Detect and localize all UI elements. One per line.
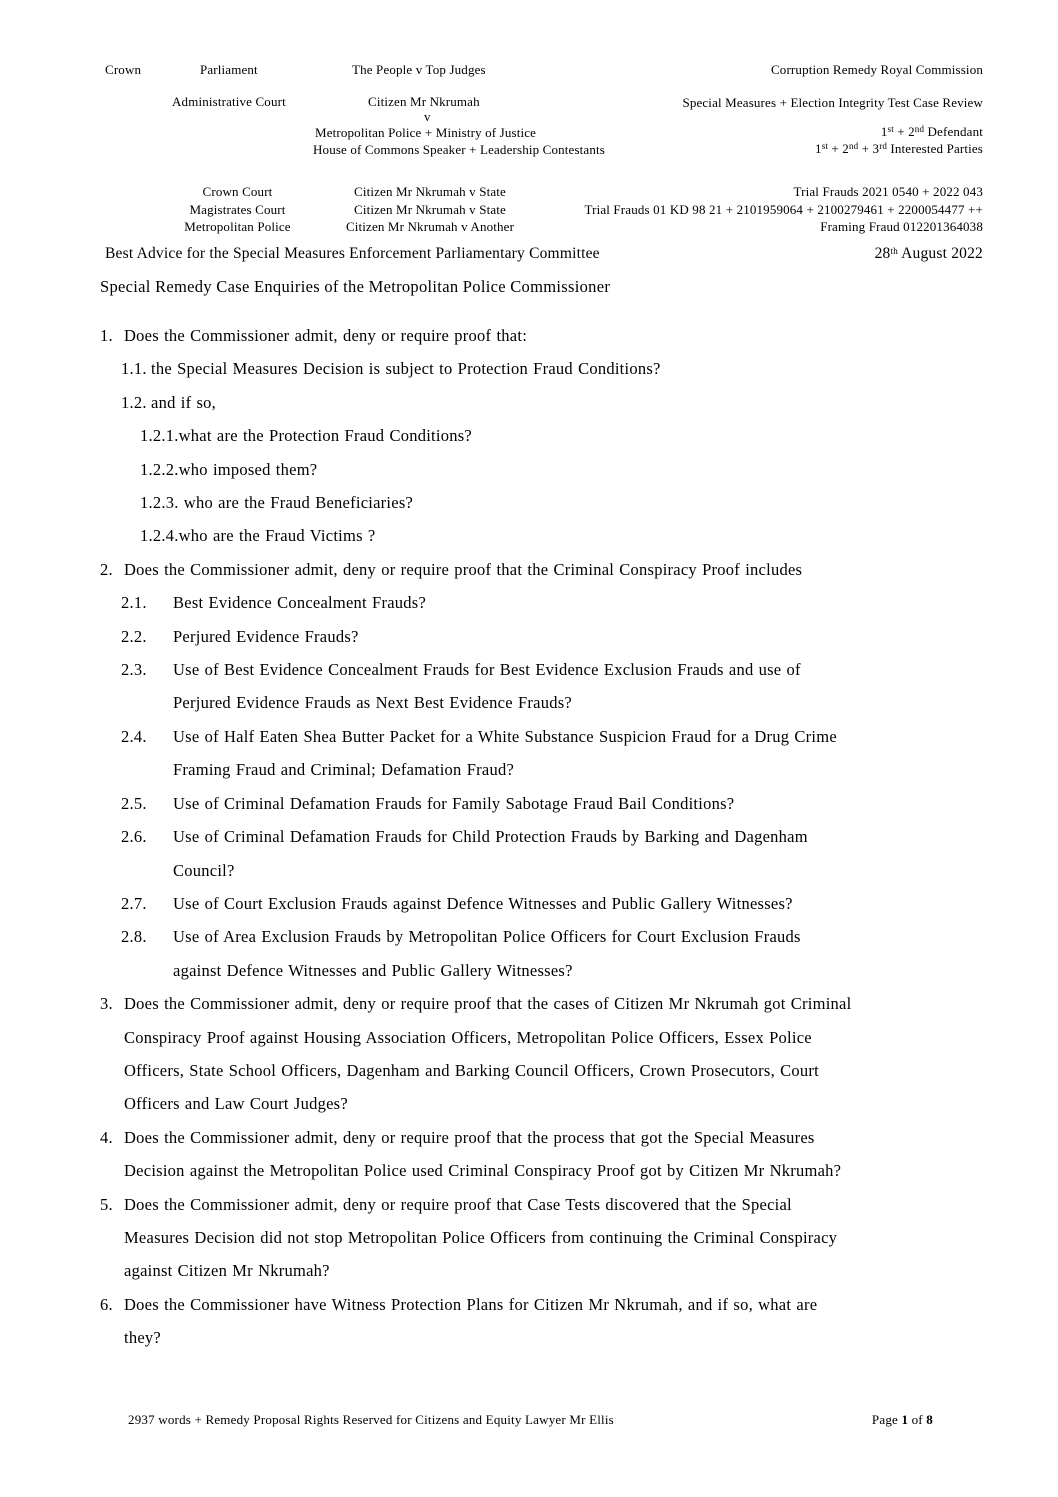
case-ref: Framing Fraud 012201364038: [820, 219, 983, 235]
lower-court: Metropolitan Police: [184, 219, 291, 235]
case-refs-column: [584, 183, 983, 236]
question-number: 6.: [100, 1294, 113, 1314]
masthead-defendant-line: [881, 124, 983, 140]
question-text: the Special Measures Decision is subject to Protection Fraud Conditions?: [151, 359, 661, 379]
question-text: Does the Commissioner admit, deny or require proof that Case Tests discovered that the Special: [124, 1194, 792, 1214]
lower-case: Citizen Mr Nkrumah v State: [354, 184, 506, 199]
question-number: 5.: [100, 1194, 113, 1214]
masthead-commission: Corruption Remedy Royal Commission: [770, 62, 983, 77]
question-number: 2.7.: [121, 893, 147, 913]
question-number: 2.8.: [121, 927, 147, 947]
question-text: what are the Protection Fraud Conditions?: [178, 426, 472, 446]
question-2-8: [100, 920, 972, 987]
question-text: who imposed them?: [178, 459, 318, 479]
question-text: Perjured Evidence Frauds as Next Best Evidence Frauds?: [173, 693, 572, 713]
subject-title: Special Remedy Case Enquiries of the Metropolitan Police Commissioner: [100, 277, 611, 296]
question-text: Does the Commissioner admit, deny or require proof that:: [124, 326, 528, 345]
question-text: they?: [124, 1328, 161, 1348]
page-current: 1: [901, 1412, 909, 1427]
ordinal-suffix: st: [887, 123, 894, 134]
question-number: 2.1.: [121, 593, 147, 613]
lower-courts-column: [175, 183, 300, 236]
question-number: 2.4.: [121, 726, 147, 746]
question-text: Decision against the Metropolitan Police used Criminal Conspiracy Proof got by Citizen Mr Nkrumah?: [124, 1161, 842, 1181]
question-text: Measures Decision did not stop Metropolitan Police Officers from continuing the Criminal Conspiracy: [124, 1227, 838, 1247]
question-number: 1.2.3.: [140, 493, 179, 513]
question-text: Use of Criminal Defamation Frauds for Family Sabotage Fraud Bail Conditions?: [173, 793, 735, 813]
question-text: and if so,: [151, 392, 217, 412]
question-number: 3.: [100, 994, 113, 1014]
masthead-review: Special Measures + Election Integrity Test Case Review: [682, 95, 983, 110]
ordinal-suffix: st: [821, 140, 829, 151]
question-text: Does the Commissioner admit, deny or require proof that the process that got the Special Measures: [124, 1127, 815, 1147]
question-text: Use of Best Evidence Concealment Frauds for Best Evidence Exclusion Frauds and use of: [173, 660, 801, 680]
footer-rights-note: 2937 words + Remedy Proposal Rights Reserved for Citizens and Equity Lawyer Mr Ellis: [128, 1412, 614, 1427]
question-text: who are the Fraud Beneficiaries?: [178, 493, 414, 513]
question-1-2-3: [100, 486, 972, 519]
lower-case: Citizen Mr Nkrumah v Another: [345, 219, 515, 235]
question-2-6: [100, 820, 972, 887]
question-4: [100, 1121, 972, 1188]
question-number: 4.: [100, 1127, 113, 1147]
question-text: Does the Commissioner have Witness Protection Plans for Citizen Mr Nkrumah, and if so, what are: [124, 1294, 818, 1314]
ordinal-suffix: nd: [914, 123, 925, 134]
question-1-2-4: [100, 519, 972, 552]
question-text: Use of Half Eaten Shea Butter Packet for a White Substance Suspicion Fraud for a Drug Crime: [173, 726, 837, 746]
question-5: [100, 1188, 972, 1288]
question-number: 2.2.: [121, 626, 147, 646]
masthead-respondent-1: Metropolitan Police + Ministry of Justice: [315, 125, 537, 140]
question-1-2-1: [100, 419, 972, 452]
page-of-label: of: [908, 1412, 927, 1427]
ordinal-suffix: nd: [848, 140, 859, 151]
interested-label: Interested Parties: [887, 141, 983, 156]
question-text: against Defence Witnesses and Public Gallery Witnesses?: [173, 960, 573, 980]
question-number: 1.: [100, 326, 113, 345]
question-2-5: [100, 787, 972, 820]
masthead-respondent-2: House of Commons Speaker + Leadership Contestants: [313, 142, 605, 157]
masthead-parliament: Parliament: [200, 62, 258, 77]
case-ref: Trial Frauds 01 KD 98 21 + 2101959064 + 2100279461 + 2200054477 ++: [584, 201, 983, 217]
interested-number: + 3: [858, 141, 880, 156]
question-2-3: [100, 653, 972, 720]
question-1-1: [100, 352, 972, 385]
question-text: Conspiracy Proof against Housing Association Officers, Metropolitan Police Officers, Essex Police: [124, 1027, 812, 1047]
page-label: Page: [871, 1412, 902, 1427]
question-2-2: [100, 620, 972, 653]
question-text: Officers and Law Court Judges?: [124, 1094, 348, 1114]
question-2-7: [100, 887, 972, 920]
question-text: Officers, State School Officers, Dagenham and Barking Council Officers, Crown Prosecutors, Court: [124, 1060, 819, 1080]
masthead-versus: v: [424, 109, 431, 124]
masthead-claimant: Citizen Mr Nkrumah: [368, 94, 480, 109]
question-number: 2.3.: [121, 660, 147, 680]
defendant-number: + 2: [893, 124, 915, 139]
defendant-label: Defendant: [924, 124, 983, 139]
question-2-4: [100, 720, 972, 787]
masthead-interested-line: [815, 141, 983, 157]
question-6: [100, 1288, 972, 1355]
interested-number: + 2: [828, 141, 849, 156]
question-number: 1.2.4.: [140, 526, 179, 546]
page-number: [872, 1412, 933, 1428]
advice-title: Best Advice for the Special Measures Enforcement Parliamentary Committee: [105, 245, 600, 262]
masthead-crown: Crown: [105, 62, 142, 77]
question-number: 2.6.: [121, 827, 147, 847]
question-text: Best Evidence Concealment Frauds?: [173, 593, 427, 613]
question-3: [100, 987, 972, 1121]
masthead-case-title: The People v Top Judges: [352, 62, 486, 77]
question-text: Use of Court Exclusion Frauds against Defence Witnesses and Public Gallery Witnesses?: [173, 893, 793, 913]
lower-court: Magistrates Court: [189, 201, 286, 217]
question-number: 1.2.2.: [140, 459, 179, 479]
question-list: [100, 319, 972, 1355]
date-rest: August 2022: [897, 245, 983, 262]
document-date: [875, 245, 983, 263]
question-2: [100, 553, 972, 586]
masthead-court: Administrative Court: [172, 94, 286, 109]
question-2-1: [100, 586, 972, 619]
question-text: against Citizen Mr Nkrumah?: [124, 1261, 330, 1281]
question-1-2: [100, 386, 972, 419]
question-text: Perjured Evidence Frauds?: [173, 626, 359, 646]
question-1-2-2: [100, 453, 972, 486]
question-number: 2.5.: [121, 793, 147, 813]
question-number: 1.2.: [121, 392, 147, 412]
ordinal-suffix: th: [890, 245, 898, 256]
lower-cases-column: [330, 183, 530, 236]
case-ref: Trial Frauds 2021 0540 + 2022 043: [793, 184, 983, 199]
question-text: Framing Fraud and Criminal; Defamation Fraud?: [173, 760, 515, 780]
defendant-number: 1: [880, 124, 888, 139]
date-day: 28: [874, 245, 891, 262]
lower-court: Crown Court: [202, 184, 273, 199]
question-text: Use of Criminal Defamation Frauds for Child Protection Frauds by Barking and Dagenham: [173, 827, 808, 847]
question-number: 1.1.: [121, 359, 147, 379]
ordinal-suffix: rd: [879, 140, 888, 151]
question-1: [100, 319, 972, 352]
page-total: 8: [926, 1412, 933, 1427]
question-text: Does the Commissioner admit, deny or require proof that the Criminal Conspiracy Proof includes: [124, 559, 803, 579]
interested-number: 1: [815, 141, 822, 156]
question-text: Does the Commissioner admit, deny or require proof that the cases of Citizen Mr Nkrumah got Criminal: [124, 994, 852, 1014]
lower-case: Citizen Mr Nkrumah v State: [354, 201, 506, 217]
question-text: who are the Fraud Victims ?: [178, 526, 376, 546]
question-text: Council?: [173, 860, 235, 880]
question-number: 1.2.1.: [140, 426, 179, 446]
question-number: 2.: [100, 559, 113, 579]
question-text: Use of Area Exclusion Frauds by Metropolitan Police Officers for Court Exclusion Frauds: [173, 927, 801, 947]
